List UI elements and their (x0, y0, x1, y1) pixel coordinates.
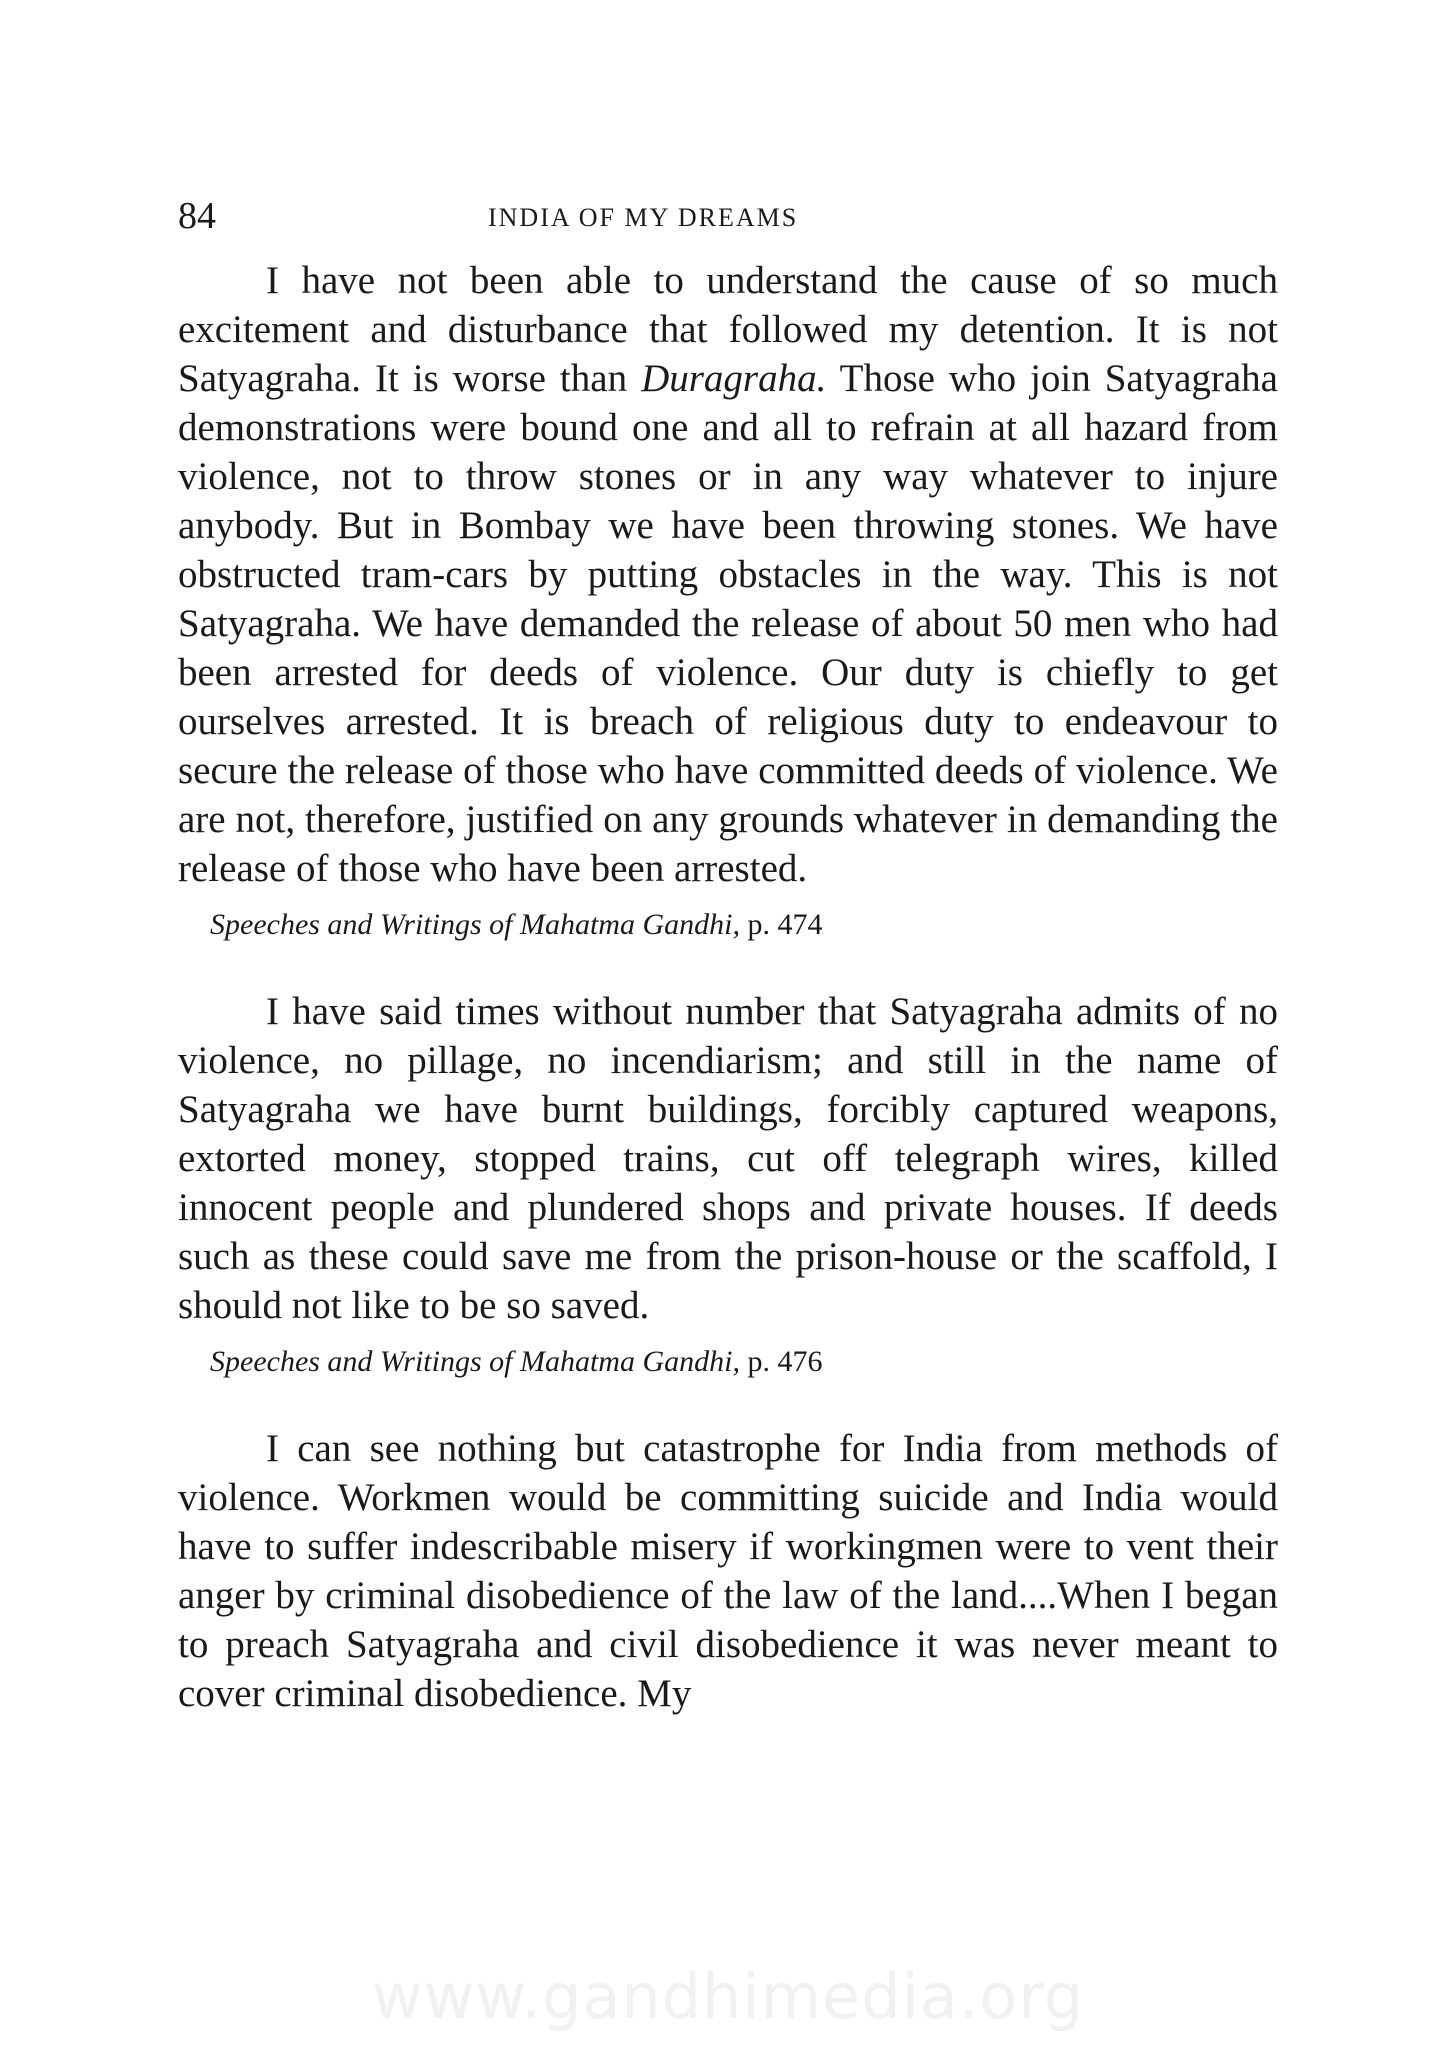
watermark: www.gandhimedia.org (371, 1960, 1085, 2033)
passage-1-text-b: Those who join Satyagraha demonstrations were bound one and all to refrain at all hazard from violence, not to throw stones or in any way whatever to injure anybody. But in Bombay we have been throwing stones. We have obstructed tram-cars by putting obstacles in the way. This is not Satyagraha. We have demanded the release of about 50 men who had been arrested for deeds of violence. Our duty is chiefly to get ourselves arrested. It is breach of religious duty to endeavour to secure the release of those who have committed deeds of violence. We are not, therefore, justified on any grounds whatever in demanding the release of those who have been arrested. (178, 357, 1278, 890)
passage-1 (178, 256, 1278, 893)
passage-2 (178, 987, 1278, 1330)
page-number: 84 (178, 195, 216, 237)
passage-3 (178, 1424, 1278, 1718)
passage-1-italic-term: Duragraha. (641, 357, 827, 400)
passage-2-text: I have said times without number that Satyagraha admits of no violence, no pillage, no incendiarism; and still in the name of Satyagraha we have burnt buildings, forcibly captured weapons, extorted money, stopped trains, cut off telegraph wires, killed innocent people and plundered shops and private houses. If deeds such as these could save me from the prison-house or the scaffold, I should not like to be so saved. (178, 990, 1278, 1327)
passage-2-citation (210, 1342, 1278, 1382)
passage-3-text: I can see nothing but catastrophe for India from methods of violence. Workmen would be committing suicide and India would have to suffer indescribable misery if workingmen were to vent their anger by criminal disobedience of the law of the land....When I began to preach Satyagraha and civil disobedience it was never meant to cover criminal disobedience. My (178, 1427, 1278, 1715)
citation-page: p. 476 (739, 1345, 823, 1378)
page-body (178, 256, 1278, 1718)
citation-title: Speeches and Writings of Mahatma Gandhi, (210, 1345, 740, 1378)
running-head: INDIA OF MY DREAMS (488, 203, 799, 232)
passage-1-citation (210, 905, 1278, 945)
passage-1-text-a: I have not been able to understand the cause of so much excitement and disturbance that followed my detention. It is not Satyagraha. It is worse than (178, 259, 1278, 400)
citation-page: p. 474 (739, 908, 823, 941)
page-header (178, 192, 1278, 240)
citation-title: Speeches and Writings of Mahatma Gandhi, (210, 908, 740, 941)
